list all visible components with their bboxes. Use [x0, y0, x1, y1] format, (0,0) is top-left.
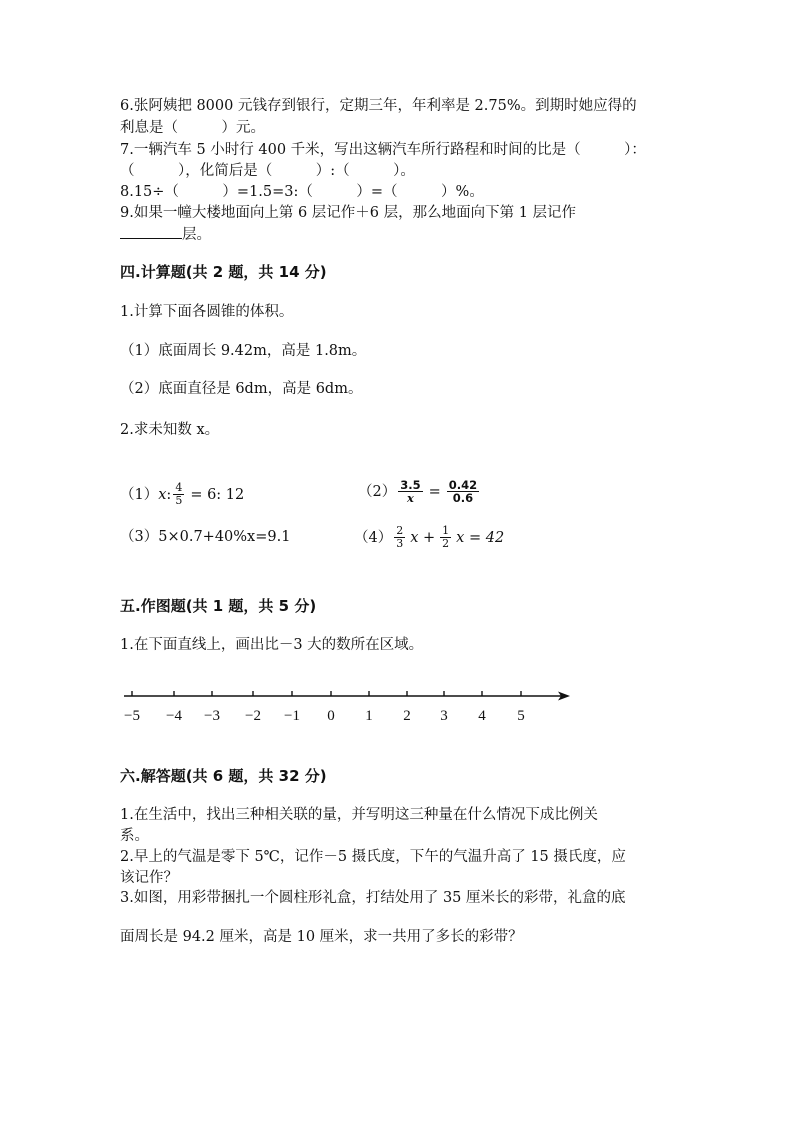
q7-line1: 7.一辆汽车 5 小时行 400 千米，写出这辆汽车所行路程和时间的比是（ ）： [120, 142, 646, 158]
solve-q3-line2: 面周长是 94.2 厘米，高是 10 厘米，求一共用了多长的彩带？ [120, 929, 523, 945]
eq2-fraction-right [447, 479, 479, 504]
eq4-rhs: x = 42 [456, 529, 505, 546]
number-line [118, 686, 578, 732]
eq1-label: （1） [120, 486, 159, 503]
equation-2 [358, 479, 481, 504]
eq2-num2: 0.42 [448, 478, 478, 492]
calc-q1-b: （2）底面直径是 6dm，高是 6dm。 [120, 381, 363, 397]
solve-q2-line1: 2.早上的气温是零下 5℃，记作－5 摄氏度，下午的气温升高了 15 摄氏度，应 [120, 849, 626, 865]
eq2-label: （2） [358, 483, 397, 500]
tick-label: −4 [166, 708, 182, 724]
calc-q2: 2.求未知数 x。 [120, 422, 220, 438]
solve-q1-line1: 1.在生活中，找出三种相关联的量，并写明这三种量在什么情况下成比例关 [120, 807, 598, 823]
eq1-var: x [158, 486, 167, 503]
eq4-x1: x + [410, 529, 436, 546]
q8: 8.15÷（ ）=1.5=3:（ ）=（ ）%。 [120, 184, 484, 200]
eq4-fraction-1 [394, 525, 405, 550]
section4-heading: 四.计算题(共 2 题，共 14 分) [120, 263, 327, 281]
q9-line2 [120, 224, 211, 245]
eq2-equals: = [428, 483, 441, 500]
eq3-label: （3） [120, 529, 159, 545]
q6-line1: 6.张阿姨把 8000 元钱存到银行，定期三年，年利率是 2.75%。到期时她应得的 [120, 98, 637, 114]
section5-heading: 五.作图题(共 1 题，共 5 分) [120, 597, 317, 615]
eq2-den1: x [406, 491, 414, 505]
answer-blank [120, 224, 182, 239]
eq1-colon: : [166, 486, 172, 503]
eq4-num1: 2 [396, 524, 404, 537]
eq4-label: （4） [354, 529, 393, 546]
tick-label: 1 [365, 708, 373, 724]
calc-q1-a: （1）底面周长 9.42m，高是 1.8m。 [120, 343, 367, 359]
eq1-den: 5 [175, 494, 183, 507]
eq4-num2: 1 [442, 524, 450, 537]
tick-label: 2 [403, 708, 411, 724]
q9-line1: 9.如果一幢大楼地面向上第 6 层记作＋6 层，那么地面向下第 1 层记作 [120, 205, 577, 221]
draw-q1: 1.在下面直线上，画出比－3 大的数所在区域。 [120, 637, 424, 653]
eq4-fraction-2 [440, 525, 451, 550]
eq1-fraction [173, 482, 184, 507]
equation-1 [120, 482, 244, 507]
q9-suffix: 层。 [182, 227, 211, 243]
solve-q3-line1: 3.如图，用彩带捆扎一个圆柱形礼盒，打结处用了 35 厘米长的彩带，礼盒的底 [120, 890, 626, 906]
eq3-text: 5×0.7+40%x=9.1 [158, 529, 291, 545]
tick-label: −5 [124, 708, 140, 724]
equation-4 [354, 525, 504, 550]
q6-line2: 利息是（ ）元。 [120, 120, 265, 136]
solve-q2-line2: 该记作？ [120, 870, 178, 886]
eq1-num: 4 [175, 481, 183, 494]
solve-q1-line2: 系。 [120, 828, 149, 844]
section6-heading: 六.解答题(共 6 题，共 32 分) [120, 767, 327, 785]
eq2-num1: 3.5 [400, 478, 421, 492]
tick-label: −3 [204, 708, 220, 724]
tick-label: 4 [478, 708, 486, 724]
tick-label: 5 [517, 708, 525, 724]
eq2-den2: 0.6 [452, 491, 474, 505]
tick-label: 3 [440, 708, 448, 724]
tick-label: −1 [284, 708, 300, 724]
tick-label: 0 [327, 708, 335, 724]
eq1-rhs: = 6: 12 [190, 486, 245, 503]
tick-label: −2 [245, 708, 261, 724]
eq2-fraction-left [398, 479, 422, 504]
q7-line2: （ ），化简后是（ ）:（ ）。 [120, 163, 415, 179]
eq4-den2: 2 [442, 537, 450, 550]
eq4-den1: 3 [396, 537, 404, 550]
equation-3 [120, 527, 290, 547]
calc-q1: 1.计算下面各圆锥的体积。 [120, 304, 294, 320]
